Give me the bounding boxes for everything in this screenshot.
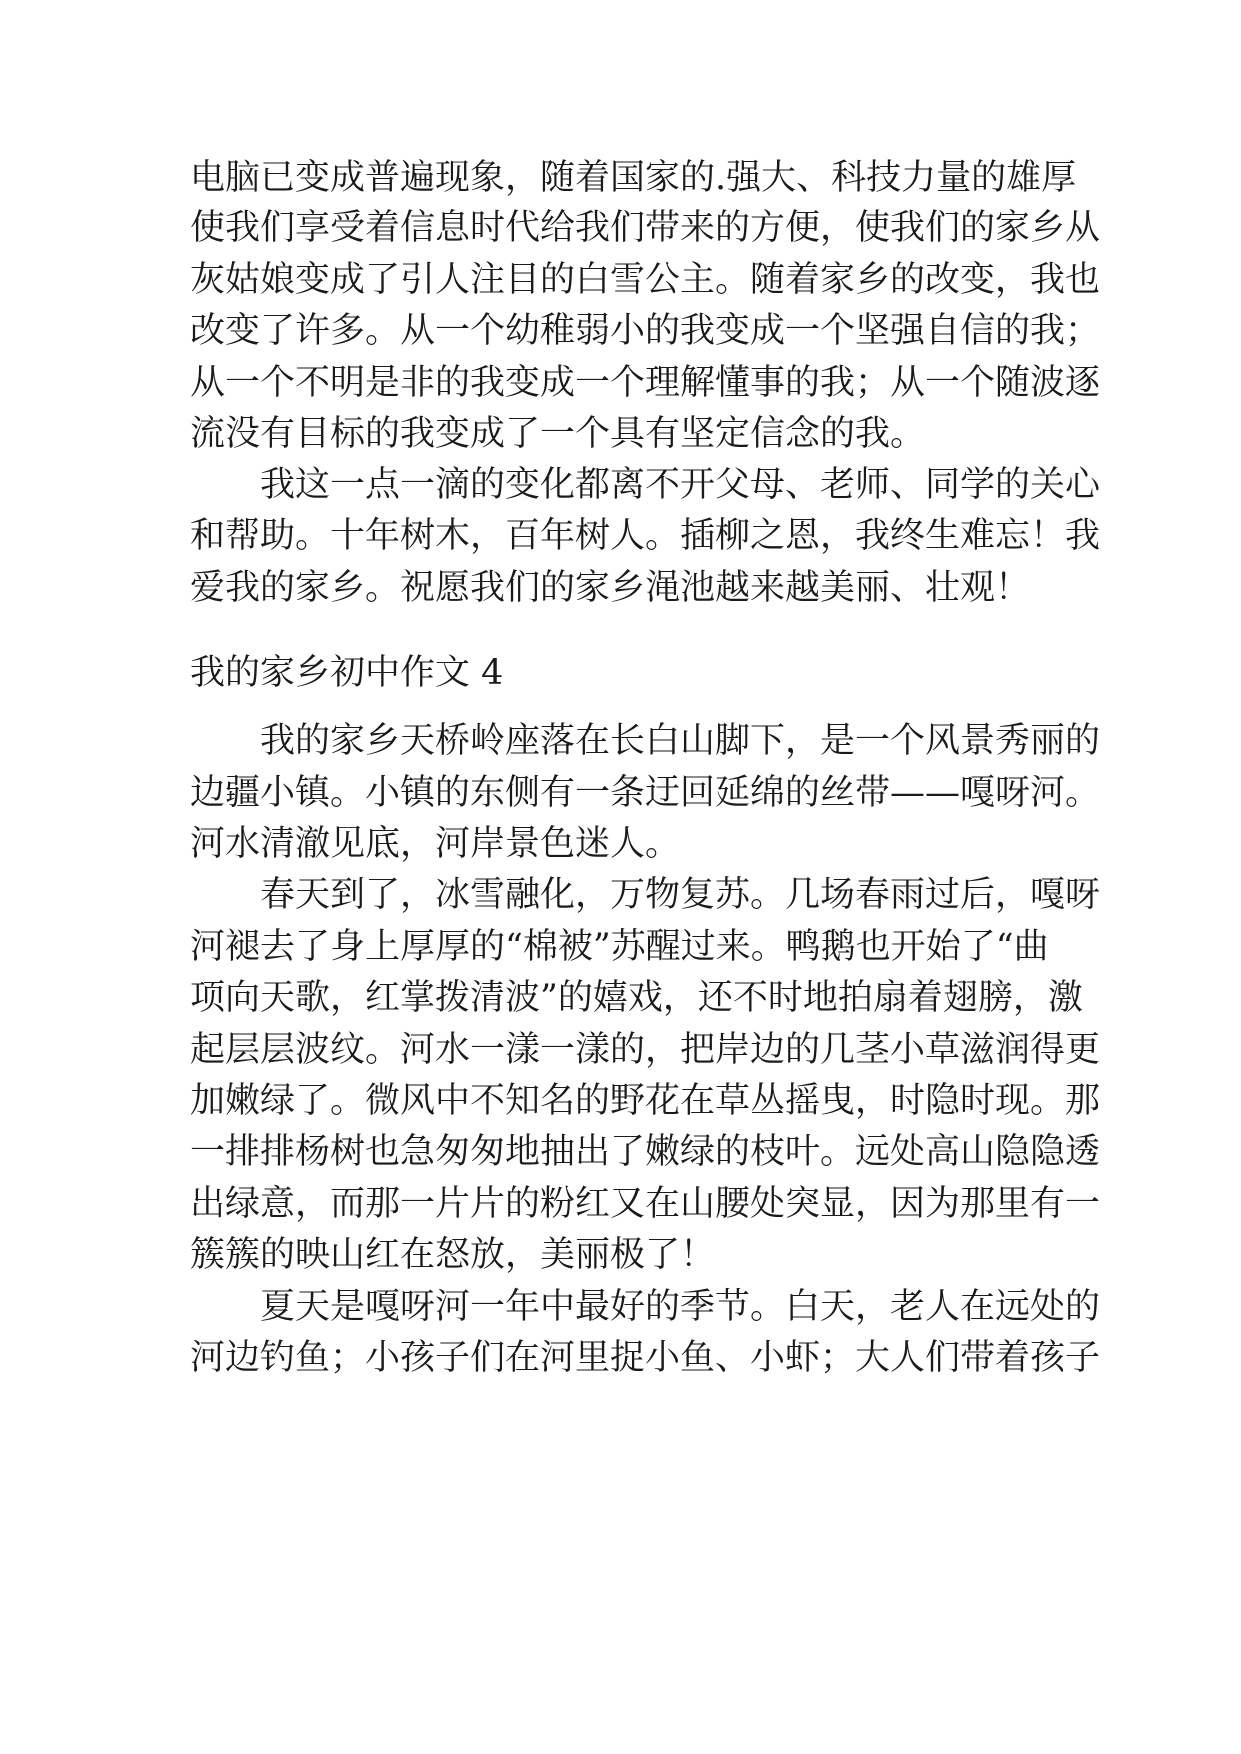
text-line: 河边钓鱼；小孩子们在河里捉小鱼、小虾；大人们带着孩子 [190, 1338, 1101, 1378]
section-heading: 我的家乡初中作文 4 [190, 653, 504, 693]
paragraph-first-line: 夏天是嘎呀河一年中最好的季节。白天，老人在远处的 [260, 1287, 1101, 1327]
text-line: 出绿意，而那一片片的粉红又在山腰处突显，因为那里有一 [190, 1184, 1101, 1224]
text-line: 爱我的家乡。祝愿我们的家乡渑池越来越美丽、壮观！ [190, 568, 1031, 608]
paragraph-first-line: 我这一点一滴的变化都离不开父母、老师、同学的关心 [260, 465, 1101, 505]
text-line: 河褪去了身上厚厚的“棉被”苏醒过来。鸭鹅也开始了“曲 [190, 927, 1049, 967]
text-line: 加嫩绿了。微风中不知名的野花在草丛摇曳，时隐时现。那 [190, 1081, 1101, 1121]
text-line: 电脑已变成普遍现象，随着国家的.强大、科技力量的雄厚 [190, 158, 1077, 198]
text-line: 起层层波纹。河水一漾一漾的，把岸边的几茎小草滋润得更 [190, 1030, 1101, 1070]
text-line: 和帮助。十年树木，百年树人。插柳之恩，我终生难忘！我 [190, 516, 1101, 556]
text-line: 改变了许多。从一个幼稚弱小的我变成一个坚强自信的我； [190, 311, 1101, 351]
text-line: 项向天歌，红掌拨清波”的嬉戏，还不时地拍扇着翅膀，激 [190, 978, 1083, 1018]
text-line: 从一个不明是非的我变成一个理解懂事的我；从一个随波逐 [190, 363, 1101, 403]
text-line: 流没有目标的我变成了一个具有坚定信念的我。 [190, 414, 926, 454]
text-line: 簇簇的映山红在怒放，美丽极了！ [190, 1235, 716, 1275]
text-line: 一排排杨树也急匆匆地抽出了嫩绿的枝叶。远处高山隐隐透 [190, 1132, 1101, 1172]
text-line: 使我们享受着信息时代给我们带来的方便，使我们的家乡从 [190, 208, 1101, 248]
text-line: 灰姑娘变成了引人注目的白雪公主。随着家乡的改变，我也 [190, 260, 1101, 300]
text-line: 河水清澈见底，河岸景色迷人。 [190, 824, 681, 864]
paragraph-first-line: 我的家乡天桥岭座落在长白山脚下，是一个风景秀丽的 [260, 721, 1101, 761]
text-line: 边疆小镇。小镇的东侧有一条迂回延绵的丝带——嘎呀河。 [190, 773, 1101, 813]
paragraph-first-line: 春天到了，冰雪融化，万物复苏。几场春雨过后，嘎呀 [260, 875, 1101, 915]
